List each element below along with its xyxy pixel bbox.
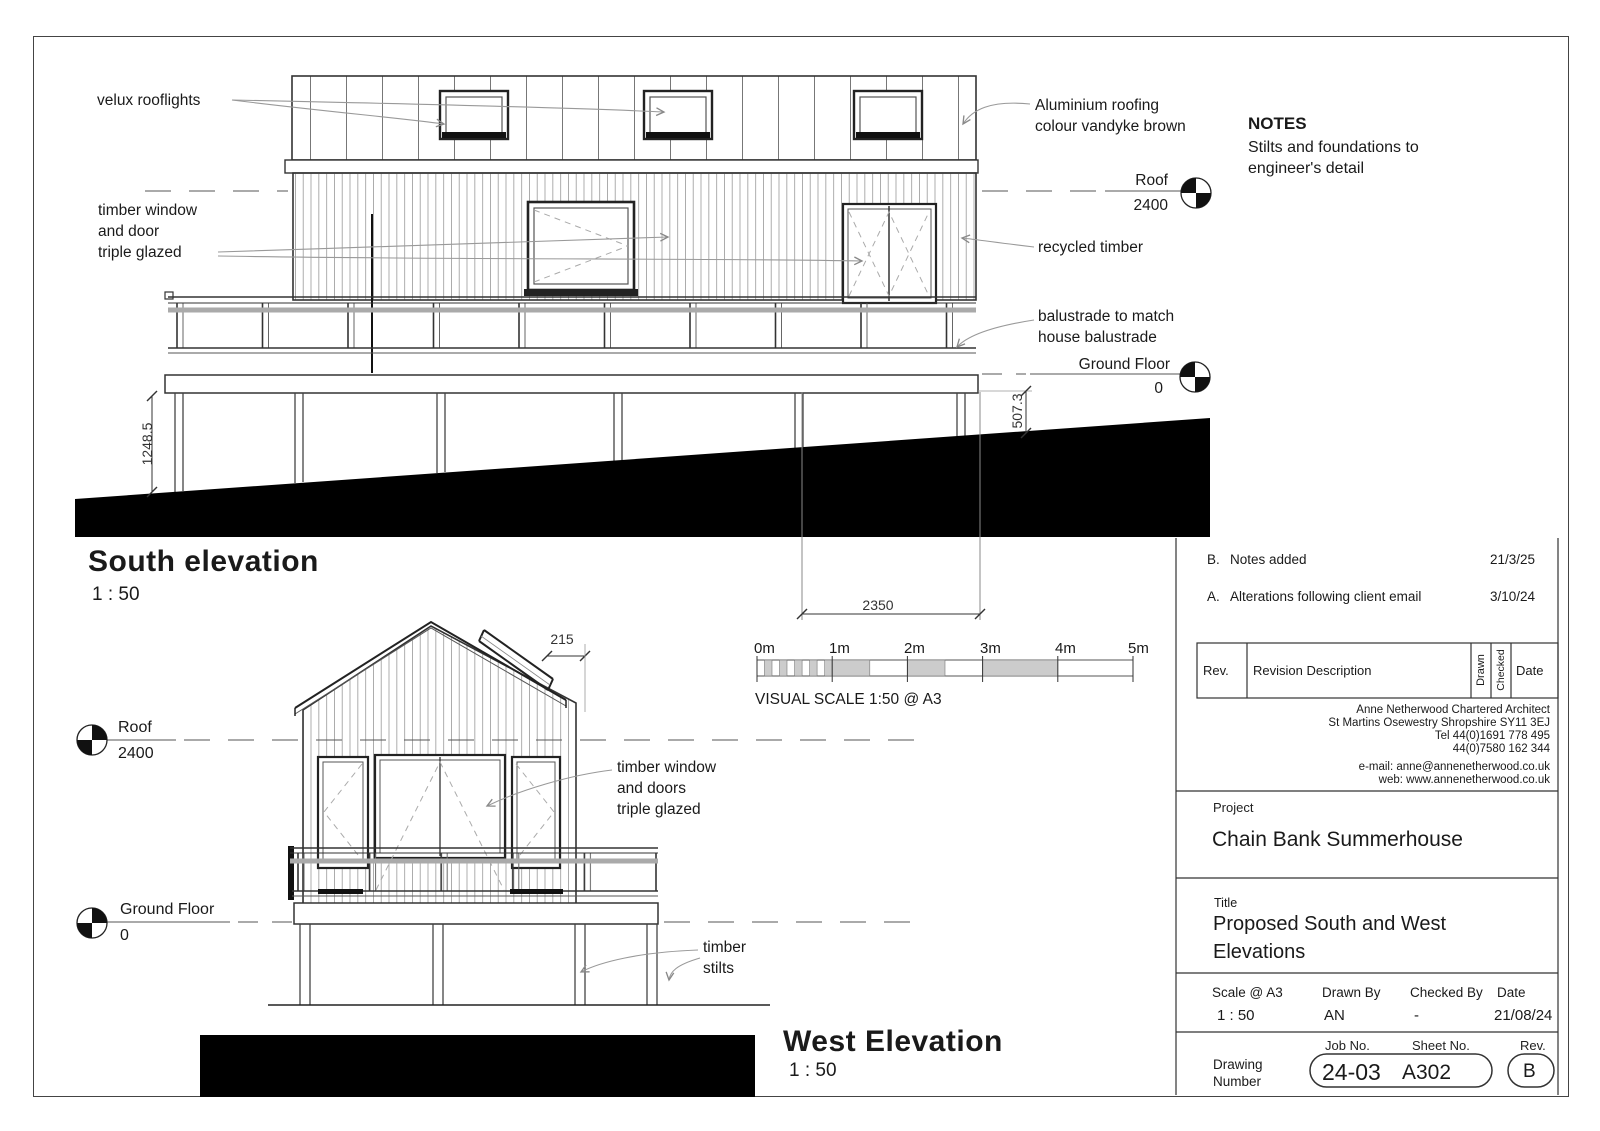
dimension-height-left: 1248.5 [139,422,155,466]
sheet-title-line: Proposed South and West [1213,913,1447,935]
rev-label: Rev. [1520,1038,1546,1053]
drawing-number-label-line: Number [1213,1074,1262,1089]
west-elevation-title: West Elevation [783,1025,1003,1058]
south-elevation-linework [75,76,1211,620]
job-no-value: 24-03 [1322,1059,1381,1085]
level-ground-label: Ground Floor [1078,356,1170,373]
door-icon [318,757,368,868]
sheet-no-label: Sheet No. [1412,1038,1470,1053]
date-label: Date [1497,985,1526,1000]
scalebar-tick-label: 3m [980,640,1001,657]
notes-line: engineer's detail [1248,160,1365,177]
rev-value: B [1523,1061,1536,1082]
ground-block [200,1035,755,1097]
scale-label: Scale @ A3 [1212,985,1283,1000]
datum-ground-icon [77,908,107,938]
window-icon [524,202,638,296]
dimension-height-right: 507.3 [1009,393,1025,429]
rev-col-header: Rev. [1203,663,1229,678]
velux-rooflight-icon [440,91,508,139]
scalebar-tick-label: 4m [1055,640,1076,657]
checked-by-value: - [1414,1007,1419,1024]
scalebar-caption: VISUAL SCALE 1:50 @ A3 [755,691,942,708]
project-name: Chain Bank Summerhouse [1212,828,1463,851]
level-roof-label: Roof [118,719,152,736]
project-label: Project [1213,800,1254,815]
door-icon [843,204,936,303]
level-roof-label: Roof [1135,172,1168,189]
rev-date-col-header: Date [1516,663,1544,678]
annotation-velux-rooflights: velux rooflights [97,92,201,109]
datum-roof-icon [77,725,107,755]
west-elevation-scale: 1 : 50 [789,1060,837,1081]
level-roof-value: 2400 [1133,197,1168,214]
job-no-label: Job No. [1325,1038,1370,1053]
velux-rooflight-icon [854,91,922,139]
drawing-number-label-line: Drawing [1213,1057,1263,1072]
door-icon [512,757,560,868]
south-elevation-scale: 1 : 50 [92,584,140,605]
scalebar-tick-label: 5m [1128,640,1149,657]
datum-roof-icon [1181,178,1211,208]
dimension-rooflight: 215 [550,631,574,647]
ground-slope [75,418,1210,537]
stilts [300,924,657,1005]
rev-drawn-col-header: Drawn [1475,654,1487,686]
velux-rooflight-icon [644,91,712,139]
scale-bar [757,656,1133,682]
level-ground-value: 0 [1154,380,1163,397]
rev-desc-col-header: Revision Description [1253,663,1372,678]
date-value: 21/08/24 [1494,1007,1553,1024]
south-elevation-title: South elevation [88,545,319,578]
level-ground-label: Ground Floor [120,901,215,918]
drawing-sheet: velux rooflights timber window and door triple glazed Aluminium roofing colour vandyke brown recycled timber balustrade to match house balustrade NOTES Stilts and foundations to engineer's detail Roof 2400 Ground Floor 0 1248.5 507.3 2350 South elevation 1 : 50 0m 1m 2m 3m 4m 5m VISUAL SCALE 1:50 @ A3 Roof 2400 Ground Floor 0 timber window and doors triple glazed timber stilts 215 West Elevation 1 : 50 B. Notes added 21/3/25 A. Alterations following client email 3/10/24 Rev. Revision Description Drawn Checked Date Anne Netherwood Chartered Architect St Martins Osewestry Shropshire SY11 3EJ Tel 44(0)1691 778 495 44(0)7580 162 344 e-mail: anne@annenetherwood.co.uk web: www.annenetherwood.co.uk Project Chain Bank Summerhouse Title Proposed South and West Elevations Scale @ A3 1 : 50 Drawn By AN Checked By - Date 21/08/24 Job No. Sheet No. Rev. Drawing Number 24-03 A302 B [0,0,1600,1131]
level-ground-value: 0 [120,927,129,944]
rev-checked-col-header: Checked [1495,649,1507,691]
sheet-no-value: A302 [1402,1061,1452,1084]
scalebar-tick-label: 0m [754,640,775,657]
drawn-by-value: AN [1324,1007,1345,1024]
checked-by-label: Checked By [1410,985,1483,1000]
title-label: Title [1214,896,1238,910]
level-roof-value: 2400 [118,745,154,762]
scale-value: 1 : 50 [1217,1007,1255,1024]
drawn-by-label: Drawn By [1322,985,1381,1000]
sheet-title-line: Elevations [1213,941,1306,963]
annotation-recycled-timber: recycled timber [1038,239,1144,256]
scalebar-tick-label: 2m [904,640,925,657]
notes-heading: NOTES [1248,114,1307,133]
dimension-width: 2350 [862,597,894,613]
scalebar-tick-label: 1m [829,640,850,657]
datum-ground-icon [1180,362,1210,392]
notes-line: Stilts and foundations to [1248,139,1419,156]
